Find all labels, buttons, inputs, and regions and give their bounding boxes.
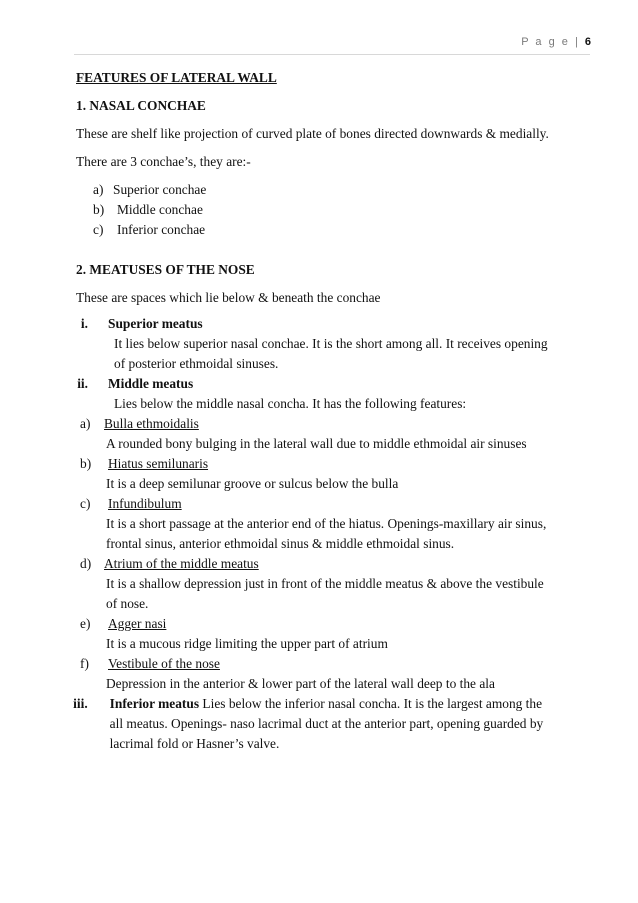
feature-title-row — [80, 454, 592, 474]
roman-numeral: i. — [80, 316, 88, 331]
superior-meatus-text — [114, 334, 592, 374]
feature-title: Hiatus semilunaris — [108, 456, 209, 471]
feature-title: Vestibule of the nose — [108, 656, 220, 671]
list-item-text: Middle conchae — [117, 202, 203, 217]
meatuses-heading: 2. MEATUSES OF THE NOSE — [76, 262, 255, 277]
page-label: P a g e — [521, 36, 570, 48]
header-rule — [74, 54, 590, 55]
middle-meatus-features — [76, 414, 592, 694]
middle-meatus-heading: Middle meatus — [108, 376, 194, 391]
feature-title: Agger nasi — [108, 616, 167, 631]
middle-meatus-intro: Lies below the middle nasal concha. It has the following features: — [114, 396, 467, 411]
text-line: A rounded bony bulging in the lateral wall due to middle ethmoidal air sinuses — [106, 436, 527, 451]
text-line: It is a mucous ridge limiting the upper part of atrium — [106, 636, 388, 651]
feature-marker: e) — [80, 616, 91, 631]
feature-text — [106, 474, 592, 494]
feature-title-row — [80, 494, 592, 514]
feature-marker: d) — [80, 556, 92, 571]
list-item — [93, 180, 592, 200]
list-marker: a) — [93, 182, 104, 197]
inferior-meatus-heading: Inferior meatus — [109, 696, 200, 711]
text-line: of posterior ethmoidal sinuses. — [114, 356, 279, 371]
list-marker: c) — [93, 222, 104, 237]
feature-title-row — [80, 654, 592, 674]
text-line: Lies below the inferior nasal concha. It is the largest among the — [202, 696, 543, 711]
inferior-meatus-body — [110, 694, 592, 754]
conchae-paragraph: These are shelf like projection of curved plate of bones directed downwards & medially. — [76, 126, 549, 141]
text-line: It is a short passage at the anterior end of the hiatus. Openings-maxillary air sinus, — [106, 516, 547, 531]
list-marker: b) — [93, 202, 105, 217]
conchae-intro: There are 3 conchae’s, they are:- — [76, 154, 251, 169]
superior-meatus-title — [54, 314, 592, 334]
text-line: frontal sinus, anterior ethmoidal sinus & middle ethmoidal sinus. — [106, 536, 455, 551]
feature-title: Atrium of the middle meatus — [104, 556, 259, 571]
inferior-first-line — [110, 694, 592, 714]
superior-meatus-heading: Superior meatus — [108, 316, 203, 331]
feature-text — [106, 434, 592, 454]
feature-title-row — [80, 414, 592, 434]
text-line: It is a shallow depression just in front of the middle meatus & above the vestibule — [106, 576, 544, 591]
meatuses-intro: These are spaces which lie below & beneath the conchae — [76, 290, 381, 305]
conchae-list — [93, 180, 592, 240]
middle-meatus-title — [54, 374, 592, 394]
roman-numeral: ii. — [77, 376, 88, 391]
conchae-heading: 1. NASAL CONCHAE — [76, 98, 206, 113]
feature-marker: b) — [80, 456, 92, 471]
feature-marker: f) — [80, 656, 89, 671]
feature-text — [106, 574, 592, 614]
page-header — [521, 36, 591, 48]
text-line: lacrimal fold or Hasner’s valve. — [109, 736, 280, 751]
text-line: all meatus. Openings- naso lacrimal duct at the anterior part, opening guarded by — [109, 716, 544, 731]
text-line: of nose. — [106, 596, 149, 611]
page-separator: | — [574, 36, 580, 48]
feature-marker: a) — [80, 416, 91, 431]
document-body — [73, 68, 592, 754]
list-item — [93, 220, 592, 240]
feature-title: Infundibulum — [108, 496, 182, 511]
text-line: Depression in the anterior & lower part of the lateral wall deep to the ala — [106, 676, 495, 691]
feature-title: Bulla ethmoidalis — [104, 416, 199, 431]
roman-numeral: iii. — [73, 696, 88, 711]
feature-title-row — [80, 614, 592, 634]
text-line: It is a deep semilunar groove or sulcus below the bulla — [106, 476, 399, 491]
list-item-text: Superior conchae — [113, 182, 207, 197]
section-title: FEATURES OF LATERAL WALL — [76, 70, 277, 85]
feature-title-row — [80, 554, 592, 574]
feature-text — [106, 634, 592, 654]
list-item-text: Inferior conchae — [117, 222, 206, 237]
text-line: It lies below superior nasal conchae. It is the short among all. It receives opening — [114, 336, 548, 351]
feature-text — [106, 674, 592, 694]
feature-text — [106, 514, 592, 554]
list-item — [93, 200, 592, 220]
feature-marker: c) — [80, 496, 91, 511]
page-number: 6 — [584, 36, 591, 48]
inferior-meatus — [60, 694, 592, 754]
